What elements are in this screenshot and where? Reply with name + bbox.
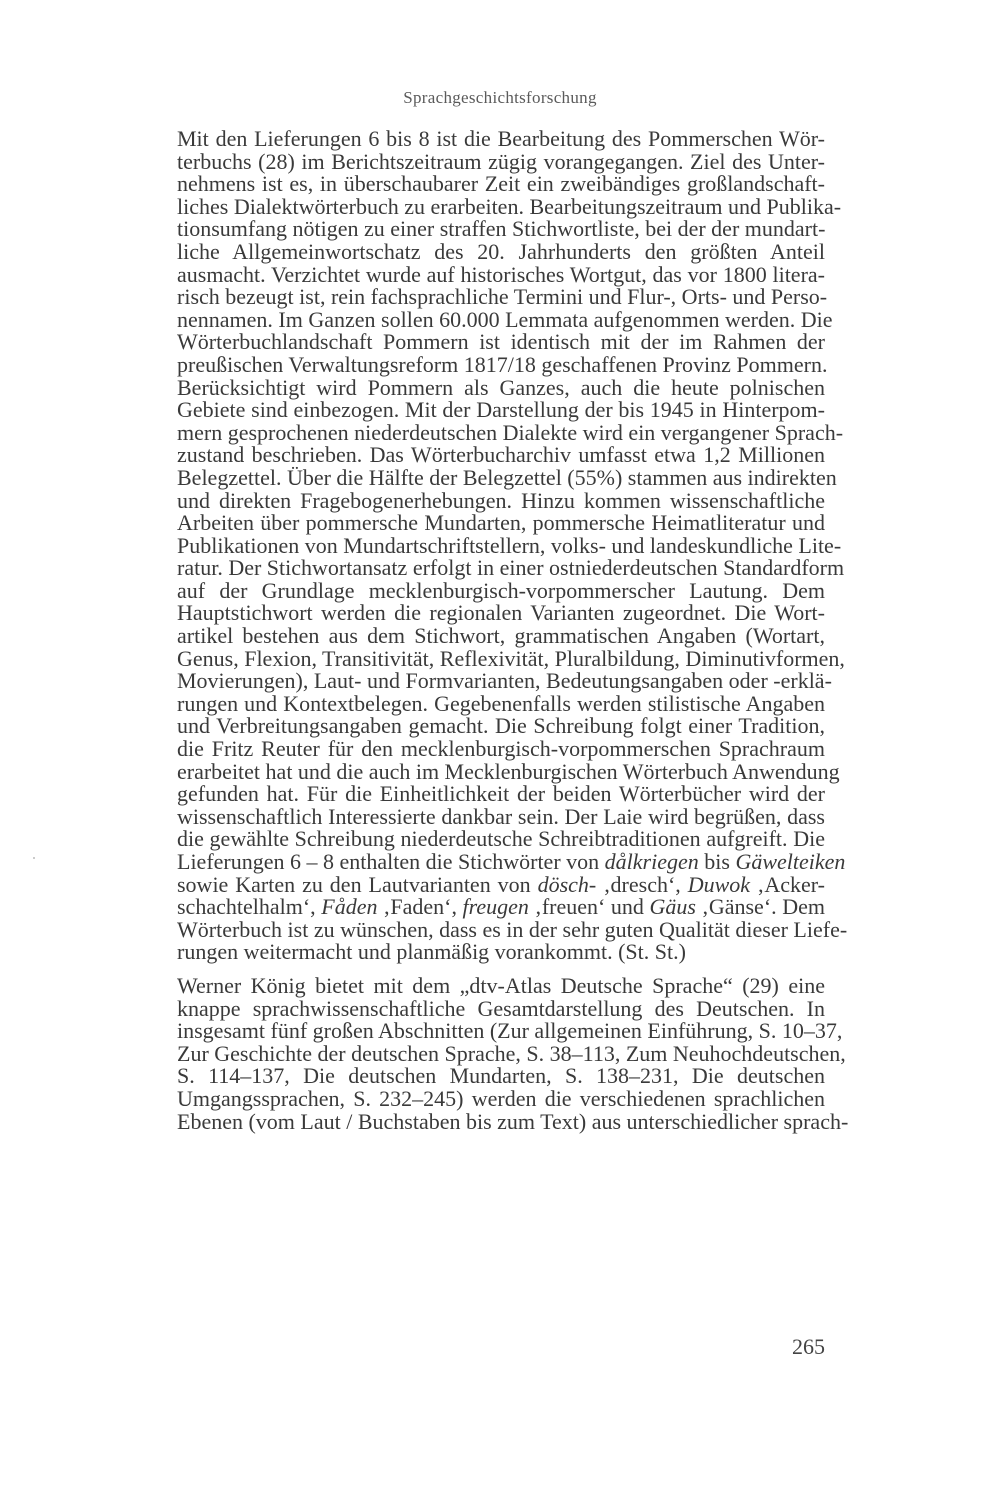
text-line: [177, 849, 846, 874]
text-line: insgesamt fünf großen Abschnitten (Zur allgemeinen Einführung, S. 10–37,: [177, 1018, 843, 1044]
paragraph-2: [177, 972, 849, 1134]
text-run: Lieferungen 6 – 8 enthalten die Stichwörter von: [177, 849, 605, 874]
text-line: Zur Geschichte der deutschen Sprache, S. 38–113, Zum Neuhochdeutschen,: [177, 1040, 846, 1066]
text-line: und Verbreitungsangaben gemacht. Die Schreibung folgt einer Tradition,: [177, 713, 825, 739]
text-line: [177, 871, 825, 897]
text-line: nehmens ist es, in überschaubarer Zeit ein zweibändiges großlandschaft-: [177, 171, 825, 197]
text-line: nennamen. Im Ganzen sollen 60.000 Lemmata aufgenommen werden. Die: [177, 306, 833, 332]
text-line: erarbeitet hat und die auch im Mecklenburgischen Wörterbuch Anwendung: [177, 758, 840, 784]
page-number: 265: [792, 1334, 825, 1359]
text-line: tionsumfang nötigen zu einer straffen Stichwortliste, bei der der mundart-: [177, 216, 826, 242]
headword-italic: Gäwelteiken: [735, 849, 846, 874]
text-line: liches Dialektwörterbuch zu erarbeiten. Bearbeitungszeitraum und Publika-: [177, 193, 842, 219]
headword-italic: freugen: [462, 894, 529, 920]
text-run: bis: [698, 849, 736, 874]
text-run: sowie Karten zu den Lautvarianten von: [177, 871, 538, 897]
text-line: die Fritz Reuter für den mecklenburgisch-vorpommerschen Sprachraum: [177, 736, 825, 762]
text-run: schachtelhalm‘,: [177, 894, 322, 920]
text-line: rungen weitermacht und planmäßig vorankommt. (St. St.): [177, 939, 686, 965]
headword-italic: Gäus: [649, 894, 696, 920]
text-line: Mit den Lieferungen 6 bis 8 ist die Bearbeitung des Pommerschen Wör-: [177, 126, 825, 151]
paragraph-1: [177, 126, 848, 965]
headword-italic: dålkriegen: [604, 849, 699, 874]
text-line: zustand beschrieben. Das Wörterbucharchiv umfasst etwa 1,2 Millionen: [177, 442, 825, 468]
text-line: Belegzettel. Über die Hälfte der Belegzettel (55%) stammen aus indirekten: [177, 464, 837, 490]
text-line: knappe sprachwissenschaftliche Gesamtdarstellung des Deutschen. In: [177, 995, 825, 1021]
text-run: ‚Faden‘,: [377, 894, 463, 920]
text-line: Werner König bietet mit dem „dtv-Atlas Deutsche Sprache“ (29) eine: [177, 972, 825, 998]
text-line: Movierungen), Laut- und Formvarianten, Bedeutungsangaben oder -erklä-: [177, 668, 832, 694]
text-line: Publikationen von Mundartschriftstellern, volks- und landeskundliche Lite-: [177, 532, 842, 558]
text-line: S. 114–137, Die deutschen Mundarten, S. 138–231, Die deutschen: [177, 1063, 825, 1089]
text-line: die gewählte Schreibung niederdeutsche Schreibtraditionen aufgreift. Die: [177, 826, 825, 852]
headword-italic: Duwok: [687, 871, 751, 897]
text-line: Ebenen (vom Laut / Buchstaben bis zum Text) aus unterschiedlicher sprach-: [177, 1108, 849, 1134]
text-line: auf der Grundlage mecklenburgisch-vorpommerscher Lautung. Dem: [177, 577, 825, 603]
text-line: risch bezeugt ist, rein fachsprachliche Termini und Flur-, Orts- und Perso-: [177, 284, 828, 310]
headword-italic: Fåden: [321, 894, 378, 920]
text-line: ratur. Der Stichwortansatz erfolgt in einer ostniederdeutschen Standardform: [177, 555, 845, 581]
text-line: und direkten Fragebogenerhebungen. Hinzu kommen wissenschaftliche: [177, 487, 825, 513]
text-line: liche Allgemeinwortschatz des 20. Jahrhunderts den größten Anteil: [177, 238, 825, 264]
text-line: Wörterbuchlandschaft Pommern ist identisch mit der im Rahmen der: [177, 329, 825, 355]
text-line: artikel bestehen aus dem Stichwort, grammatischen Angaben (Wortart,: [177, 623, 825, 649]
text-line: preußischen Verwaltungsreform 1817/18 geschaffenen Provinz Pommern.: [177, 351, 828, 377]
text-line: Wörterbuch ist zu wünschen, dass es in der sehr guten Qualität dieser Liefe-: [177, 916, 848, 942]
text-run: ‚dresch‘,: [596, 871, 688, 897]
text-line: Arbeiten über pommersche Mundarten, pommersche Heimatliteratur und: [177, 510, 825, 536]
text-line: ausmacht. Verzichtet wurde auf historisches Wortgut, das vor 1800 litera-: [177, 261, 825, 287]
text-run: ‚Acker-: [750, 871, 825, 897]
text-line: mern gesprochenen niederdeutschen Dialekte wird ein vergangener Sprach-: [177, 419, 844, 445]
text-line: wissenschaftlich Interessierte dankbar sein. Der Laie wird begrüßen, dass: [177, 803, 825, 829]
text-line: Gebiete sind einbezogen. Mit der Darstellung der bis 1945 in Hinterpom-: [177, 397, 825, 423]
headword-italic: dösch-: [537, 871, 597, 897]
text-line: gefunden hat. Für die Einheitlichkeit der beiden Wörterbücher wird der: [177, 781, 825, 807]
text-line: terbuchs (28) im Berichtszeitraum zügig vorangegangen. Ziel des Unter-: [177, 148, 825, 174]
text-line: Genus, Flexion, Transitivität, Reflexivität, Pluralbildung, Diminutivformen,: [177, 645, 845, 671]
text-run: ‚freuen‘ und: [528, 894, 650, 920]
running-head: Sprachgeschichtsforschung: [403, 88, 597, 107]
text-line: [177, 896, 825, 919]
text-run: ‚Gänse‘. Dem: [695, 894, 825, 920]
scan-speck: [33, 857, 35, 859]
text-line: Hauptstichwort werden die regionalen Varianten zugeordnet. Die Wort-: [177, 600, 825, 626]
body-text: [177, 126, 849, 1134]
text-line: Berücksichtigt wird Pommern als Ganzes, auch die heute polnischen: [177, 374, 825, 400]
text-line: Umgangssprachen, S. 232–245) werden die verschiedenen sprachlichen: [177, 1085, 825, 1111]
text-line: rungen und Kontextbelegen. Gegebenenfalls werden stilistische Angaben: [177, 690, 825, 716]
